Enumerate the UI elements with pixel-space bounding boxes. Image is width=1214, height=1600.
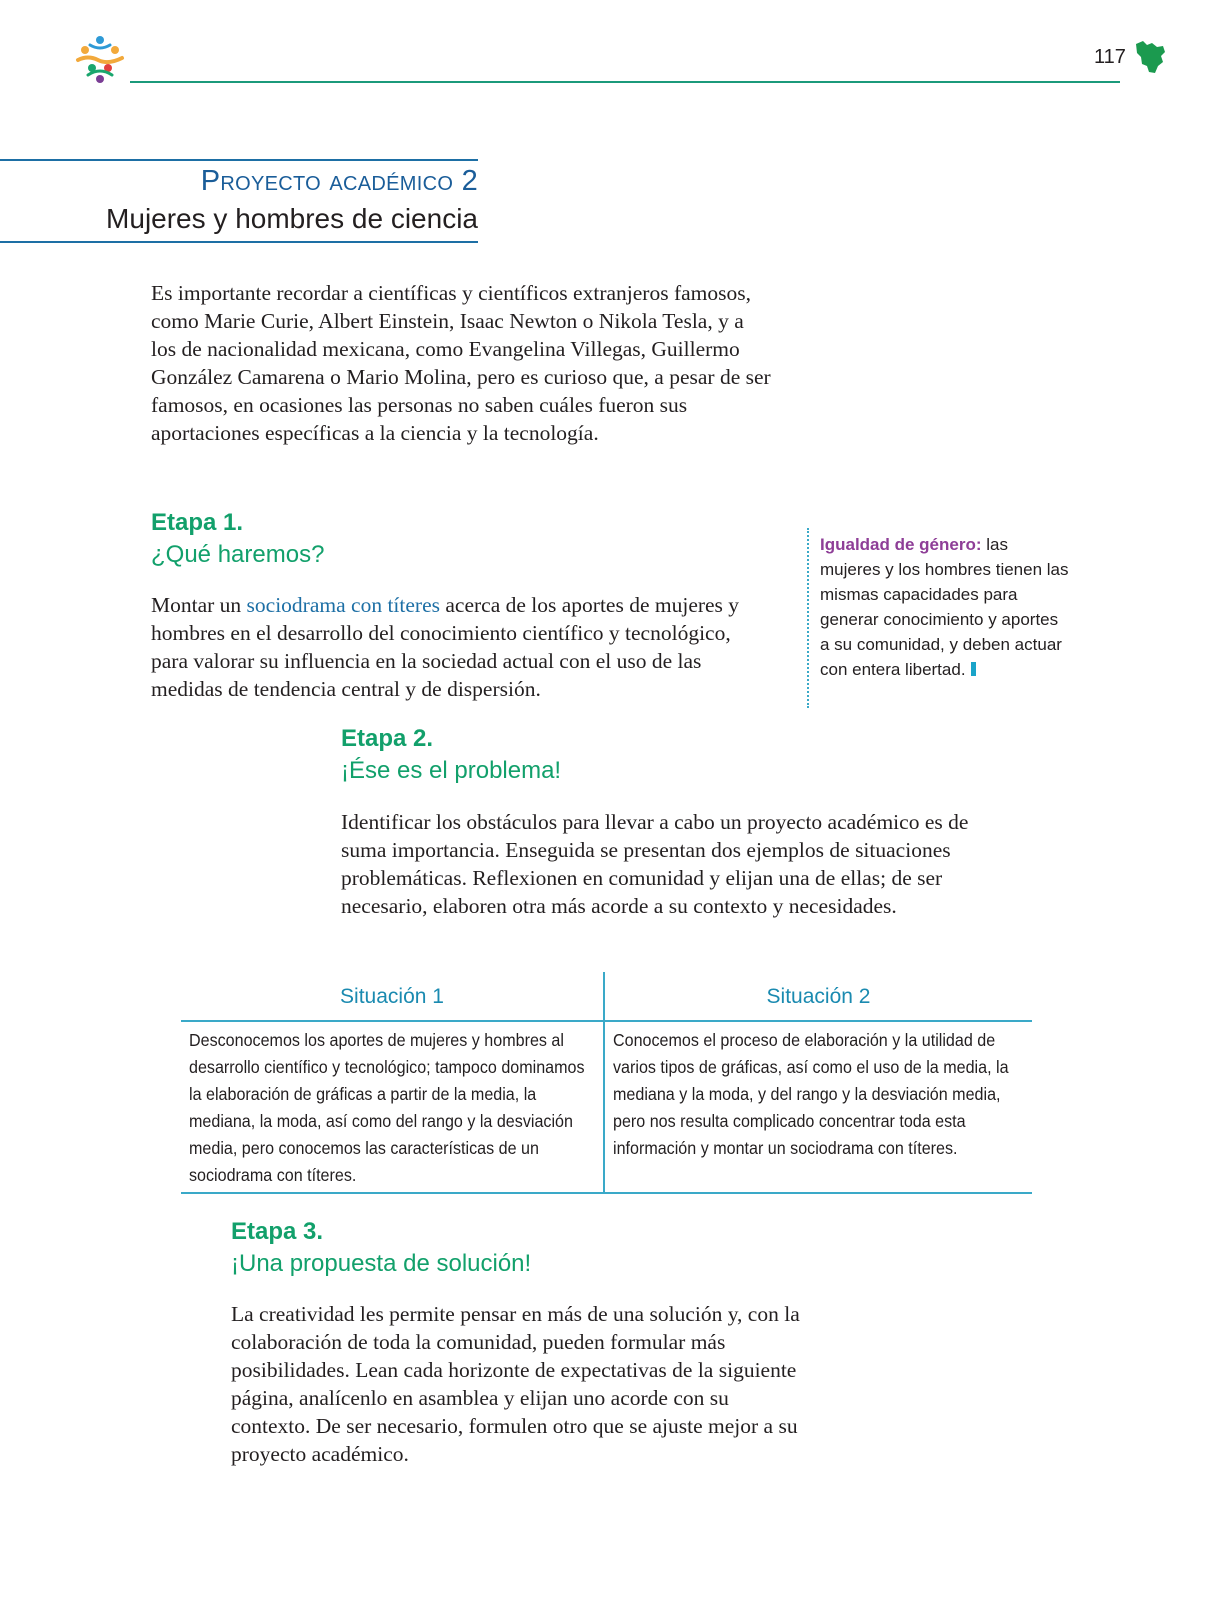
etapa2-number: Etapa 2. (341, 725, 434, 752)
glossary-end-marker (971, 662, 976, 676)
etapa1-text-before: Montar un (151, 593, 247, 617)
glossary-definition: las mujeres y los hombres tienen las mismas capacidades para generar conocimiento y aportes a su comunidad, y deben actuar con entera libertad. (820, 535, 1069, 679)
mexico-map-icon (1133, 39, 1167, 75)
table-header-rule (181, 1020, 1032, 1022)
etapa1-text-after: acerca de los aportes de mujeres y hombres en el desarrollo del conocimiento científico y tecnológico, para valorar su influencia en la sociedad actual con el uso de las medidas de tendencia central y de dispersión. (151, 593, 740, 701)
glossary-note (820, 532, 1070, 682)
situation-1-header: Situación 1 (340, 985, 444, 1008)
glossary-dotted-rule (807, 528, 809, 708)
title-rule-bottom (0, 241, 478, 243)
project-title: Mujeres y hombres de ciencia (106, 203, 478, 234)
situation-2-header: Situación 2 (766, 985, 871, 1008)
etapa2-heading: ¡Ése es el problema! (341, 757, 562, 784)
title-rule-top (0, 159, 478, 161)
sociodrama-term: sociodrama con títeres (246, 593, 440, 617)
table-bottom-rule (181, 1192, 1032, 1194)
etapa1-number: Etapa 1. (151, 509, 244, 536)
etapa1-paragraph (151, 591, 751, 703)
etapa3-heading: ¡Una propuesta de solución! (231, 1250, 532, 1277)
dancing-figures-logo-icon (72, 33, 128, 85)
page-number: 117 (1094, 46, 1126, 68)
etapa2-paragraph: Identificar los obstáculos para llevar a cabo un proyecto académico es de suma importancia. Enseguida se presentan dos ejemplos de situaciones problemáticas. Reflexionen en comunidad y elijan una de ellas; de ser necesario, elaboren otra más acorde a su contexto y necesidades. (341, 810, 969, 918)
situation-1-text: Desconocemos los aportes de mujeres y hombres al desarrollo científico y tecnológico; tampoco dominamos la elaboración de gráficas a partir de la media, la mediana, la moda, así como del rango y la desviación media, pero conocemos las características de un sociodrama con títeres. (189, 1030, 585, 1185)
glossary-term: Igualdad de género: (820, 535, 982, 554)
header-rule (130, 81, 1120, 83)
project-label: Proyecto académico 2 (200, 165, 478, 197)
etapa3-paragraph: La creatividad les permite pensar en más de una solución y, con la colaboración de toda la comunidad, pueden formular más posibilidades. Lean cada horizonte de expectativas de la siguiente página, analícenlo en asamblea y elijan uno acorde con su contexto. De ser necesario, formulen otro que se ajuste mejor a su proyecto académico. (231, 1302, 800, 1466)
etapa3-number: Etapa 3. (231, 1218, 324, 1245)
intro-paragraph: Es importante recordar a científicas y científicos extranjeros famosos, como Marie Curie, Albert Einstein, Isaac Newton o Nikola Tesla, y a los de nacionalidad mexicana, como Evangelina Villegas, Guillermo González Camarena o Mario Molina, pero es curioso que, a pesar de ser famosos, en ocasiones las personas no saben cuáles fueron sus aportaciones específicas a la ciencia y la tecnología. (151, 281, 771, 445)
etapa1-heading: ¿Qué haremos? (151, 541, 325, 568)
situation-2-text: Conocemos el proceso de elaboración y la utilidad de varios tipos de gráficas, así como el uso de la media, la mediana y la moda, y del rango y la desviación media, pero nos resulta complicado concentrar toda esta información y montar un sociodrama con títeres. (613, 1030, 1009, 1158)
